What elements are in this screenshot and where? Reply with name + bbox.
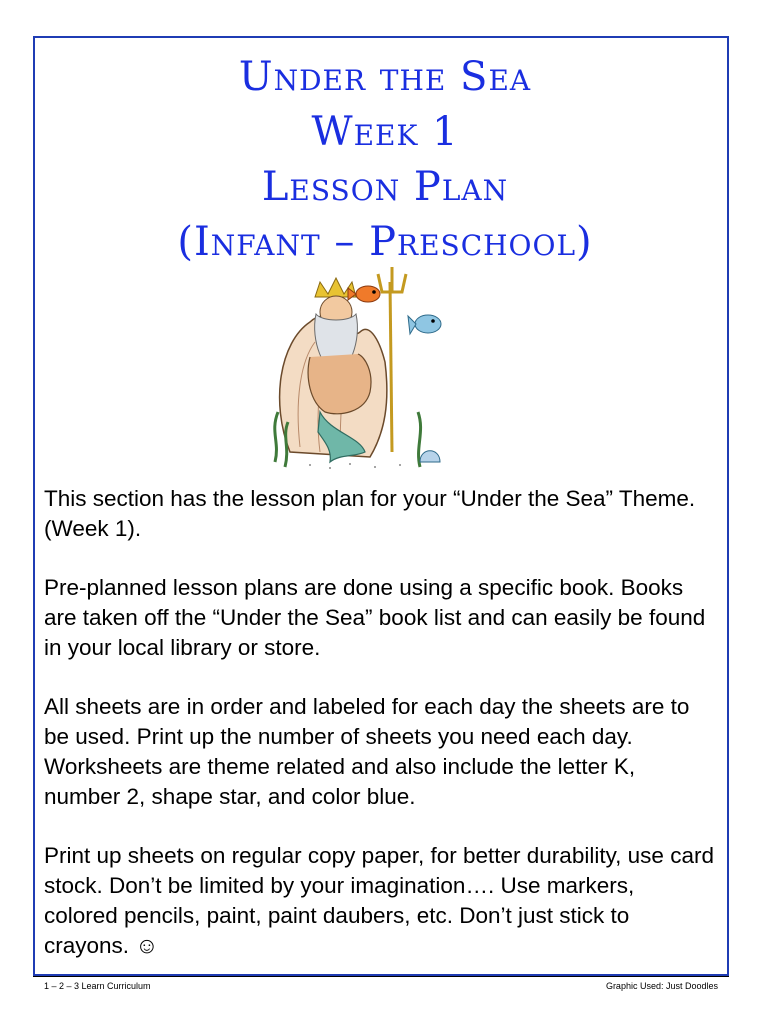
- title-line-4: (Infant – Preschool): [177, 219, 593, 265]
- footer-divider: [33, 976, 729, 977]
- footer-left-text: 1 – 2 – 3 Learn Curriculum: [44, 981, 151, 991]
- title-line-2: Week 1: [311, 109, 459, 155]
- paragraph-intro: This section has the lesson plan for your “Under the Sea” Theme. (Week 1).: [44, 486, 696, 541]
- paragraph-sheets: All sheets are in order and labeled for each day the sheets are to be used. Print up the number of sheets you need each day. Worksheets are theme related and also include the letter K, number 2, shape star, and color blue.: [44, 694, 690, 809]
- paragraph-books: Pre-planned lesson plans are done using a specific book. Books are taken off the “Under the Sea” book list and can easily be found in your local library or store.: [44, 575, 706, 660]
- king-neptune-mermaid-illustration: [270, 262, 450, 472]
- page-title: [0, 50, 770, 270]
- paragraph-printing: Print up sheets on regular copy paper, for better durability, use card stock. Don’t be limited by your imagination…. Use markers, colored pencils, paint, paint daubers, etc. Don’t just stick to crayons. ☺: [44, 843, 714, 958]
- title-line-1: Under the Sea: [238, 54, 532, 100]
- title-line-3: Lesson Plan: [261, 164, 509, 210]
- footer-right-text: Graphic Used: Just Doodles: [605, 981, 718, 991]
- body-text: [44, 484, 714, 990]
